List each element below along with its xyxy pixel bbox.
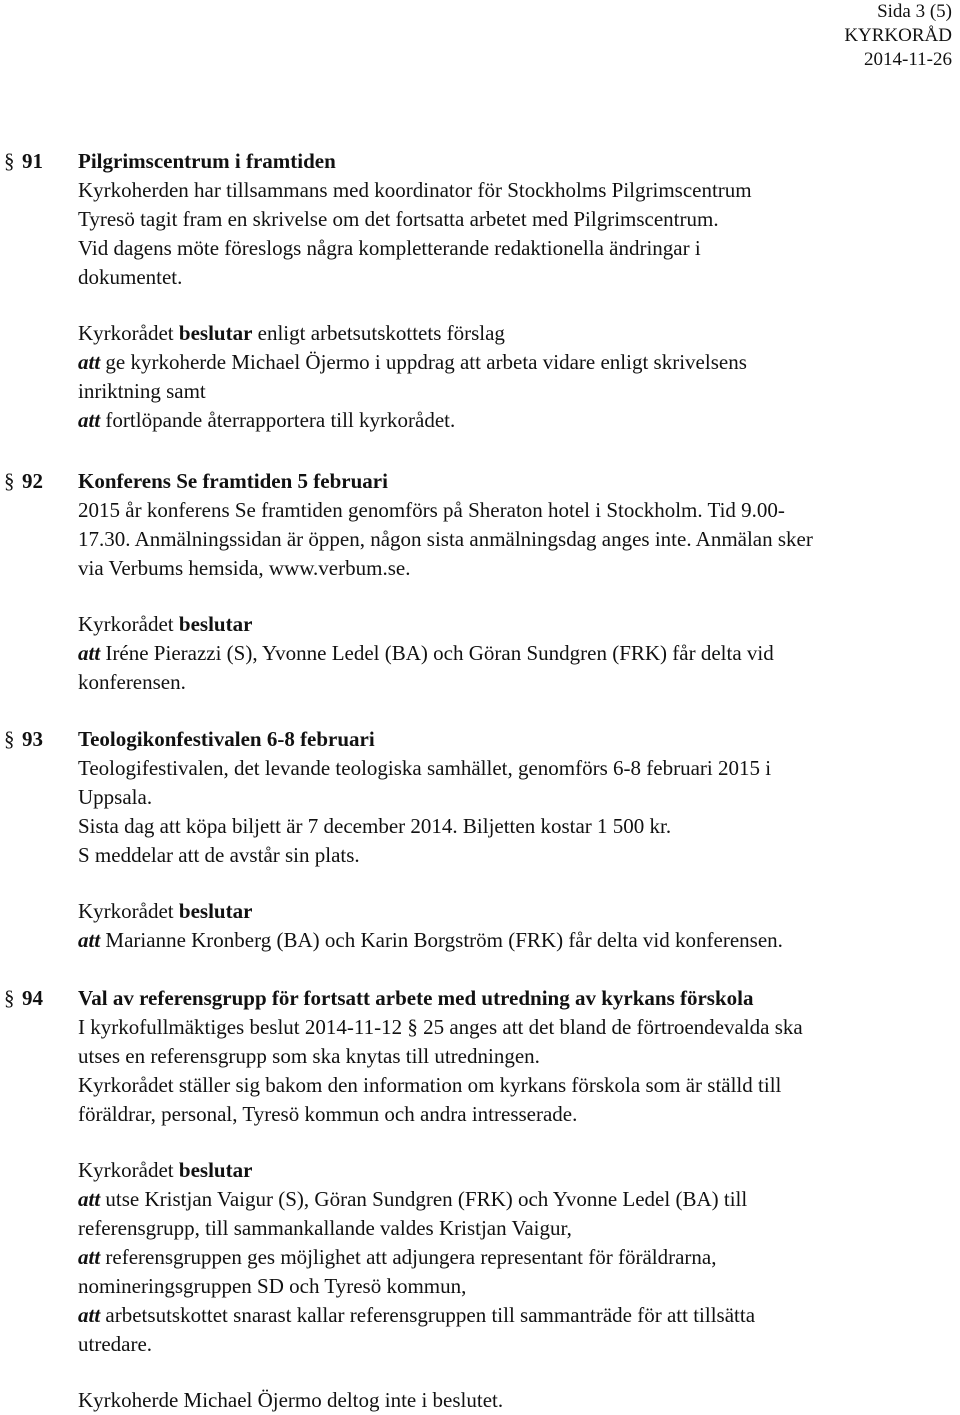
- intro-line: S meddelar att de avstår sin plats.: [78, 843, 360, 867]
- att-text: Iréne Pierazzi (S), Yvonne Ledel (BA) och Göran Sundgren (FRK) får delta vid: [100, 641, 774, 665]
- decision-subject: Kyrkorådet: [78, 612, 174, 636]
- decision-subject: Kyrkorådet: [78, 899, 174, 923]
- organization: KYRKORÅD: [844, 25, 952, 46]
- page-header: [844, 0, 952, 72]
- intro-line: 2015 år konferens Se framtiden genomförs på Sheraton hotel i Stockholm. Tid 9.00-: [78, 498, 785, 522]
- section-body: [78, 1013, 948, 1415]
- section-body: [78, 754, 948, 955]
- closing-note: Kyrkoherde Michael Öjermo deltog inte i beslutet.: [78, 1388, 504, 1412]
- att-word: att: [78, 1303, 101, 1327]
- att-text: fortlöpande återrapportera till kyrkorådet.: [100, 408, 456, 432]
- att-text: ge kyrkoherde Michael Öjermo i uppdrag att arbeta vidare enligt skrivelsens: [100, 350, 747, 374]
- section-94: [0, 983, 940, 1415]
- att-line: [78, 1330, 948, 1359]
- section-heading: [0, 146, 940, 176]
- section-93: [0, 724, 940, 955]
- intro-line: föräldrar, personal, Tyresö kommun och andra intresserade.: [78, 1102, 578, 1126]
- att-word: att: [78, 641, 101, 665]
- att-line: [78, 1243, 948, 1272]
- section-title: Val av referensgrupp för fortsatt arbete med utredning av kyrkans förskola: [78, 986, 754, 1010]
- section-symbol: §: [4, 149, 15, 173]
- att-line: [78, 1301, 948, 1330]
- att-text: Marianne Kronberg (BA) och Karin Borgström (FRK) får delta vid konferensen.: [100, 928, 783, 952]
- section-symbol: §: [4, 986, 15, 1010]
- att-line: [78, 406, 948, 435]
- intro-line: I kyrkofullmäktiges beslut 2014-11-12 § 25 anges att det bland de förtroendevalda ska: [78, 1015, 803, 1039]
- section-92: [0, 466, 940, 697]
- att-line: [78, 926, 948, 955]
- att-line: [78, 348, 948, 377]
- att-text: utse Kristjan Vaigur (S), Göran Sundgren (FRK) och Yvonne Ledel (BA) till: [100, 1187, 748, 1211]
- decision-verb: beslutar: [178, 321, 253, 345]
- decision-verb: beslutar: [178, 899, 253, 923]
- att-text: utredare.: [78, 1332, 153, 1356]
- decision-subject: Kyrkorådet: [78, 1158, 174, 1182]
- att-text: referensgruppen ges möjlighet att adjungera representant för föräldrarna,: [100, 1245, 717, 1269]
- section-title: Teologikonfestivalen 6-8 februari: [78, 727, 375, 751]
- decision-line: [78, 319, 948, 348]
- section-symbol: §: [4, 469, 15, 493]
- intro-line: Teologifestivalen, det levande teologiska samhället, genomförs 6-8 februari 2015 i: [78, 756, 772, 780]
- decision-subject: Kyrkorådet: [78, 321, 174, 345]
- att-line: [78, 377, 948, 406]
- intro-line: utses en referensgrupp som ska knytas till utredningen.: [78, 1044, 540, 1068]
- page-number: Sida 3 (5): [877, 1, 952, 22]
- intro-line: dokumentet.: [78, 265, 183, 289]
- att-word: att: [78, 1187, 101, 1211]
- section-number: 93: [22, 727, 43, 751]
- decision-line: [78, 897, 948, 926]
- intro-line: 17.30. Anmälningssidan är öppen, någon sista anmälningsdag anges inte. Anmälan sker: [78, 527, 813, 551]
- section-body: [78, 176, 948, 435]
- decision-line: [78, 610, 948, 639]
- section-91: [0, 146, 940, 435]
- att-line: [78, 668, 948, 697]
- section-heading: [0, 983, 940, 1013]
- intro-line: Uppsala.: [78, 785, 153, 809]
- decision-line: [78, 1156, 948, 1185]
- section-body: [78, 496, 948, 697]
- intro-line: Tyresö tagit fram en skrivelse om det fortsatta arbetet med Pilgrimscentrum.: [78, 207, 719, 231]
- decision-suffix: enligt arbetsutskottets förslag: [252, 321, 505, 345]
- att-word: att: [78, 408, 101, 432]
- att-text: arbetsutskottet snarast kallar referensgruppen till sammanträde för att tillsätta: [100, 1303, 756, 1327]
- section-title: Konferens Se framtiden 5 februari: [78, 469, 388, 493]
- att-line: [78, 1185, 948, 1214]
- section-title: Pilgrimscentrum i framtiden: [78, 149, 336, 173]
- att-word: att: [78, 1245, 101, 1269]
- intro-line: Vid dagens möte föreslogs några kompletterande redaktionella ändringar i: [78, 236, 701, 260]
- decision-verb: beslutar: [178, 612, 253, 636]
- section-symbol: §: [4, 727, 15, 751]
- intro-line: Kyrkoherden har tillsammans med koordinator för Stockholms Pilgrimscentrum: [78, 178, 752, 202]
- att-text: referensgrupp, till sammankallande valdes Kristjan Vaigur,: [78, 1216, 572, 1240]
- intro-line: via Verbums hemsida, www.verbum.se.: [78, 556, 411, 580]
- section-number: 91: [22, 149, 43, 173]
- att-text: nomineringsgruppen SD och Tyresö kommun,: [78, 1274, 467, 1298]
- intro-line: Sista dag att köpa biljett är 7 december 2014. Biljetten kostar 1 500 kr.: [78, 814, 672, 838]
- intro-line: Kyrkorådet ställer sig bakom den information om kyrkans förskola som är ställd till: [78, 1073, 782, 1097]
- att-text: inriktning samt: [78, 379, 206, 403]
- att-word: att: [78, 350, 101, 374]
- att-line: [78, 1214, 948, 1243]
- att-text: konferensen.: [78, 670, 186, 694]
- section-heading: [0, 466, 940, 496]
- decision-verb: beslutar: [178, 1158, 253, 1182]
- section-heading: [0, 724, 940, 754]
- att-line: [78, 1272, 948, 1301]
- meeting-date: 2014-11-26: [864, 49, 952, 70]
- section-number: 92: [22, 469, 43, 493]
- att-word: att: [78, 928, 101, 952]
- section-number: 94: [22, 986, 43, 1010]
- att-line: [78, 639, 948, 668]
